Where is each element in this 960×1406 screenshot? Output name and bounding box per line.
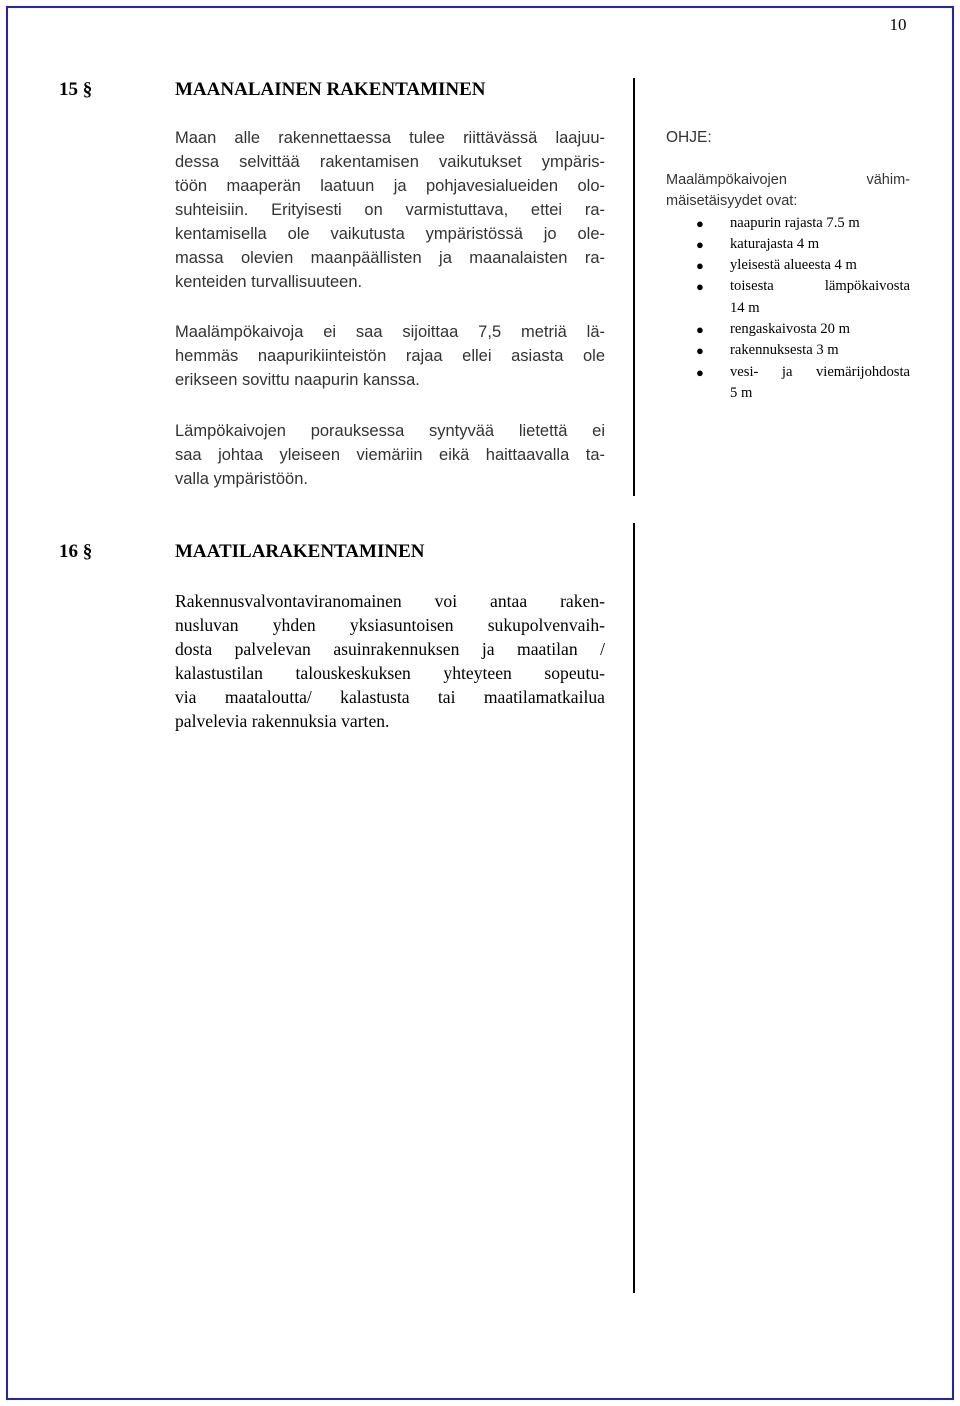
section-number: 16 § (59, 541, 93, 562)
paragraph (175, 126, 605, 294)
list-item (666, 255, 910, 276)
paragraph-line: kentamisella ole vaikutusta ympäristössä jo ole- (175, 225, 605, 243)
guidance-intro-line: mäisetäisyydet ovat: (666, 193, 798, 210)
paragraph-line: dosta palvelevan asuinrakennuksen ja maatilan / (175, 639, 605, 659)
list-item (666, 319, 910, 340)
guidance-intro-line: Maalämpökaivojen vähim- (666, 172, 910, 188)
guidance-intro (666, 170, 910, 213)
list-item-text: toisesta lämpökaivosta (730, 278, 910, 295)
list-item-text: 5 m (730, 384, 753, 401)
paragraph-line: töön maaperän laatuun ja pohjavesialueiden olo- (175, 177, 605, 195)
bullet-icon: ● (696, 364, 704, 380)
list-item (666, 362, 910, 405)
list-item-text: rengaskaivosta 20 m (730, 321, 850, 338)
paragraph-line: Rakennusvalvontaviranomainen voi antaa raken- (175, 591, 605, 611)
page-number: 10 (889, 15, 907, 34)
paragraph-line: valla ympäristöön. (175, 470, 308, 488)
bullet-icon: ● (696, 258, 704, 274)
paragraph (175, 320, 605, 392)
list-item (666, 340, 910, 361)
bullet-icon: ● (696, 322, 704, 338)
list-item-text: yleisestä alueesta 4 m (730, 257, 857, 274)
paragraph-line: saa johtaa yleiseen viemäriin eikä haittaavalla ta- (175, 446, 605, 464)
column-divider (633, 78, 635, 496)
bullet-icon: ● (696, 236, 704, 252)
paragraph (175, 589, 605, 733)
paragraph-line: suhteisiin. Erityisesti on varmistuttava, ettei ra- (175, 201, 605, 219)
list-item-text: vesi- ja viemärijohdosta (730, 363, 910, 380)
paragraph-line: Maan alle rakennettaessa tulee riittävässä laajuu- (175, 129, 605, 147)
paragraph-line: massa olevien maanpäällisten ja maanalaisten ra- (175, 249, 605, 267)
guidance-box (666, 170, 910, 404)
paragraph-line: via maataloutta/ kalastusta tai maatilamatkailua (175, 687, 605, 707)
paragraph-line: kalastustilan talouskeskuksen yhteyteen sopeutu- (175, 663, 605, 683)
distance-list (666, 213, 910, 405)
bullet-icon: ● (696, 215, 704, 231)
list-item (666, 213, 910, 234)
section-number: 15 § (59, 79, 93, 100)
bullet-icon: ● (696, 279, 704, 295)
section-title: MAATILARAKENTAMINEN (175, 541, 425, 562)
guidance-label: OHJE: (666, 129, 712, 146)
paragraph-line: kenteiden turvallisuuteen. (175, 273, 363, 291)
paragraph-line: Maalämpökaivoja ei saa sijoittaa 7,5 metriä lä- (175, 323, 605, 341)
list-item (666, 234, 910, 255)
paragraph-line: erikseen sovittu naapurin kanssa. (175, 371, 420, 389)
section-title: MAANALAINEN RAKENTAMINEN (175, 79, 486, 100)
list-item-text: rakennuksesta 3 m (730, 342, 839, 359)
paragraph-line: Lämpökaivojen porauksessa syntyvää lietettä ei (175, 422, 605, 440)
list-item (666, 276, 910, 319)
paragraph-line: nusluvan yhden yksiasuntoisen sukupolvenvaih- (175, 615, 605, 635)
list-item-text: katurajasta 4 m (730, 235, 820, 252)
bullet-icon: ● (696, 343, 704, 359)
column-divider (633, 523, 635, 1293)
list-item-text: naapurin rajasta 7.5 m (730, 214, 860, 231)
paragraph (175, 419, 605, 491)
list-item-text: 14 m (730, 299, 760, 316)
paragraph-line: hemmäs naapurikiinteistön rajaa ellei asiasta ole (175, 347, 605, 365)
paragraph-line: dessa selvittää rakentamisen vaikutukset ympäris- (175, 153, 605, 171)
paragraph-line: palvelevia rakennuksia varten. (175, 711, 390, 731)
